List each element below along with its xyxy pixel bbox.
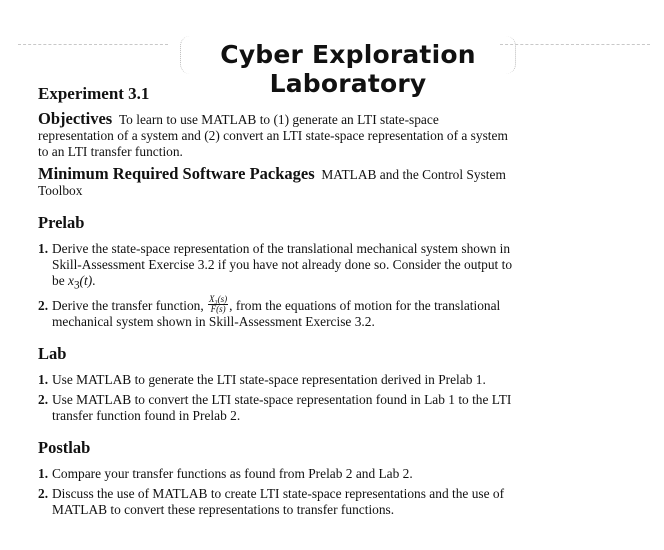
fraction-denominator: F(s) xyxy=(210,304,226,315)
lab-heading: Lab xyxy=(38,344,67,364)
experiment-heading: Experiment 3.1 xyxy=(38,84,150,103)
postlab-item-1-text: Compare your transfer functions as found from Prelab 2 and Lab 2. xyxy=(52,466,413,482)
objectives-text: To learn to use MATLAB to (1) generate an LTI state-space representation of a system and (2) convert an LTI state-space representation of a system to an LTI transfer function. xyxy=(38,112,508,159)
list-number: 1. xyxy=(38,241,49,256)
prelab-list xyxy=(38,241,516,330)
prelab-item-2-rest: , from the equations of motion for the translational mechanical system shown in Skill-Assessment Exercise 3.2. xyxy=(52,297,501,330)
postlab-item-1 xyxy=(38,466,516,482)
prelab-item-2-text: Derive the transfer function, xyxy=(52,297,208,313)
objectives-label: Objectives xyxy=(38,109,113,128)
list-number: 2. xyxy=(38,486,49,502)
prelab-item-1-end: . xyxy=(92,273,96,288)
postlab-list xyxy=(38,466,516,518)
prelab-item-1-text: Derive the state-space representation of the translational mechanical system shown in Skill-Assessment Exercise 3.2 if you have not already done so. Consider the output to be xyxy=(52,241,513,288)
title-frame xyxy=(180,36,516,98)
software-text: MATLAB and the Control System Toolbox xyxy=(38,167,506,198)
list-number: 1. xyxy=(38,466,49,482)
output-variable: x xyxy=(68,273,74,288)
list-number: 1. xyxy=(38,372,49,388)
prelab-item-1 xyxy=(38,241,516,294)
transfer-function-fraction xyxy=(208,295,228,314)
page-title: Cyber Exploration Laboratory xyxy=(220,40,476,98)
software-label: Minimum Required Software Packages xyxy=(38,164,315,183)
postlab-item-2 xyxy=(38,486,516,518)
output-variable-argument: (t) xyxy=(79,273,93,288)
postlab-heading: Postlab xyxy=(38,438,91,458)
lab-item-1-text: Use MATLAB to generate the LTI state-space representation derived in Prelab 1. xyxy=(52,372,486,388)
postlab-item-2-text: Discuss the use of MATLAB to create LTI state-space representations and the use of MATLAB to convert these representations to transfer functions. xyxy=(52,486,505,518)
list-number: 2. xyxy=(38,297,49,313)
prelab-item-2 xyxy=(38,294,516,330)
fraction-numerator: X₃(s) xyxy=(209,294,228,305)
software-paragraph xyxy=(38,166,516,199)
lab-list xyxy=(38,372,516,424)
lab-item-1 xyxy=(38,372,516,388)
list-number: 2. xyxy=(38,392,49,408)
header-rule-left xyxy=(18,44,168,45)
lab-content xyxy=(38,84,516,522)
objectives-paragraph xyxy=(38,111,516,160)
output-variable-subscript: 3 xyxy=(73,279,80,292)
lab-item-2 xyxy=(38,392,516,424)
header-rule-right xyxy=(500,44,650,45)
prelab-heading: Prelab xyxy=(38,213,85,232)
lab-item-2-text: Use MATLAB to convert the LTI state-space representation found in Lab 1 to the LTI transfer function found in Prelab 2. xyxy=(52,392,512,424)
